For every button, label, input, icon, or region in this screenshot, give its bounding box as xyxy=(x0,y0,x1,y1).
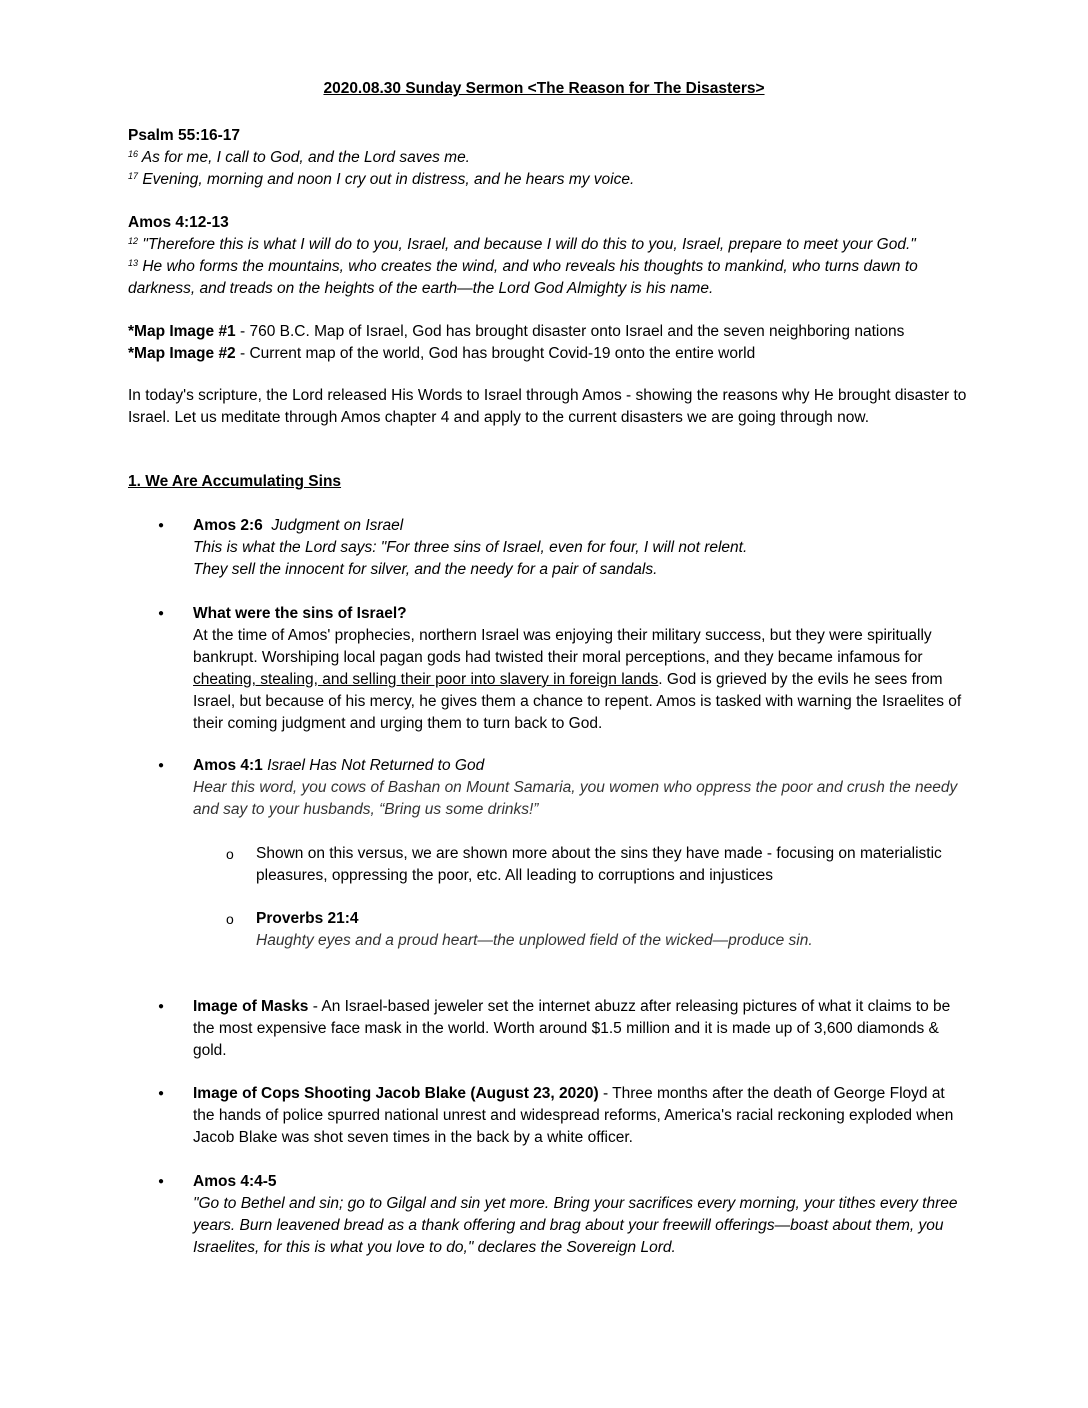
shown-sub-item: Shown on this versus, we are shown more about the sins they have made - focusing on materialistic pleasures, oppressing the poor, etc. All leading to corruptions and injustices xyxy=(256,845,942,884)
paragraph-text: At the time of Amos' prophecies, northern Israel was enjoying their military success, but they were spiritually bankrupt. Worshiping local pagan gods had twisted their moral perceptions, and they became infamous for xyxy=(193,627,932,666)
item-text: - Three months after the death of George Floyd at the hands of police spurred national unrest and widespread reforms, America's racial reckoning exploded when Jacob Blake was shot seven times in the back by a white officer. xyxy=(193,1085,954,1146)
psalm-passage xyxy=(128,125,968,191)
amos-4-4-item xyxy=(193,1171,968,1259)
amos-verse-13 xyxy=(128,256,968,300)
verse-text: As for me, I call to God, and the Lord saves me. xyxy=(141,149,470,166)
psalm-verse-17 xyxy=(128,169,968,191)
sermon-title: 2020.08.30 Sunday Sermon <The Reason for The Disasters> xyxy=(323,80,765,97)
item-text: - An Israel-based jeweler set the internet abuzz after releasing pictures of what it claims to be the most expensive face mask in the world. Worth around $1.5 million and it is made up of 3,600 diamonds & gold. xyxy=(193,998,951,1059)
underlined-text: cheating, stealing, and selling their poor into slavery in foreign lands xyxy=(193,671,659,688)
map-image-1 xyxy=(128,321,988,343)
amos-2-6-item xyxy=(193,515,968,581)
bullet-marker: ● xyxy=(158,520,165,531)
map-description: - 760 B.C. Map of Israel, God has brought disaster onto Israel and the seven neighboring nations xyxy=(235,323,905,340)
psalm-verse-16 xyxy=(128,147,968,169)
item-heading: Image of Masks xyxy=(193,998,309,1015)
map-image-list xyxy=(128,321,988,365)
scripture-text: Hear this word, you cows of Bashan on Mount Samaria, you women who oppress the poor and crush the needy and say to your husbands, “Bring us some drinks!” xyxy=(193,779,958,818)
verse-number: 16 xyxy=(128,149,139,159)
verse-text: Evening, morning and noon I cry out in distress, and he hears my voice. xyxy=(142,171,635,188)
verse-number: 13 xyxy=(128,258,139,268)
paragraph-text: . God is grieved by the evils he sees from Israel, but because of his mercy, he gives them a chance to repent. Amos is tasked with warning the Israelites of their coming judgment and urging them to turn back to God. xyxy=(193,671,962,732)
masks-item xyxy=(193,996,968,1062)
item-paragraph xyxy=(193,625,968,735)
scripture-reference: Proverbs 21:4 xyxy=(256,910,359,927)
bullet-marker: ● xyxy=(158,1001,165,1012)
proverbs-sub-item xyxy=(256,908,968,952)
amos-2-6-heading xyxy=(193,515,968,537)
verse-text: "Therefore this is what I will do to you, Israel, and because I will do this to you, Israel, prepare to meet your God." xyxy=(142,236,916,253)
amos-4-1-item xyxy=(193,755,968,821)
scripture-reference: Amos 4:4-5 xyxy=(193,1173,277,1190)
item-heading: What were the sins of Israel? xyxy=(193,605,407,622)
amos-4-1-heading xyxy=(193,755,968,777)
scripture-text: Haughty eyes and a proud heart—the unplowed field of the wicked—produce sin. xyxy=(256,932,813,949)
scripture-text: "Go to Bethel and sin; go to Gilgal and sin yet more. Bring your sacrifices every morning, your tithes every three years. Burn leavened bread as a thank offering and brag about your freewill offerings—boast about them, you Israelites, for this is what you love to do," declares the Sovereign Lord. xyxy=(193,1195,958,1256)
amos-4-12-passage xyxy=(128,212,968,300)
amos-verse-12 xyxy=(128,234,968,256)
sub-bullet-marker: o xyxy=(226,911,234,927)
bullet-marker: ● xyxy=(158,1088,165,1099)
section-heading: 1. We Are Accumulating Sins xyxy=(128,473,342,490)
map-description: - Current map of the world, God has brought Covid-19 onto the entire world xyxy=(235,345,756,362)
scripture-reference: Amos 4:1 xyxy=(193,757,263,774)
verse-text: He who forms the mountains, who creates the wind, and who reveals his thoughts to mankind, who turns dawn to darkness, and treads on the heights of the earth—the Lord God Almighty is his name. xyxy=(128,258,918,297)
sins-of-israel-item xyxy=(193,603,968,735)
jacob-blake-item xyxy=(193,1083,968,1149)
scripture-subtitle: Israel Has Not Returned to God xyxy=(267,757,485,774)
scripture-line: They sell the innocent for silver, and the needy for a pair of sandals. xyxy=(193,561,658,578)
intro-paragraph: In today's scripture, the Lord released His Words to Israel through Amos - showing the reasons why He brought disaster to Israel. Let us meditate through Amos chapter 4 and apply to the current disasters we are going through now. xyxy=(128,387,967,426)
verse-number: 12 xyxy=(128,236,139,246)
bullet-marker: ● xyxy=(158,1176,165,1187)
map-image-2 xyxy=(128,343,988,365)
map-label: *Map Image #2 xyxy=(128,345,236,362)
sub-bullet-marker: o xyxy=(226,846,234,862)
amos-4-12-reference: Amos 4:12-13 xyxy=(128,214,229,231)
scripture-line: This is what the Lord says: "For three sins of Israel, even for four, I will not relent. xyxy=(193,539,748,556)
bullet-marker: ● xyxy=(158,608,165,619)
scripture-reference: Amos 2:6 xyxy=(193,517,263,534)
bullet-marker: ● xyxy=(158,760,165,771)
psalm-reference: Psalm 55:16-17 xyxy=(128,127,241,144)
verse-number: 17 xyxy=(128,171,139,181)
item-heading: Image of Cops Shooting Jacob Blake (August 23, 2020) xyxy=(193,1085,599,1102)
map-label: *Map Image #1 xyxy=(128,323,236,340)
scripture-subtitle: Judgment on Israel xyxy=(271,517,404,534)
